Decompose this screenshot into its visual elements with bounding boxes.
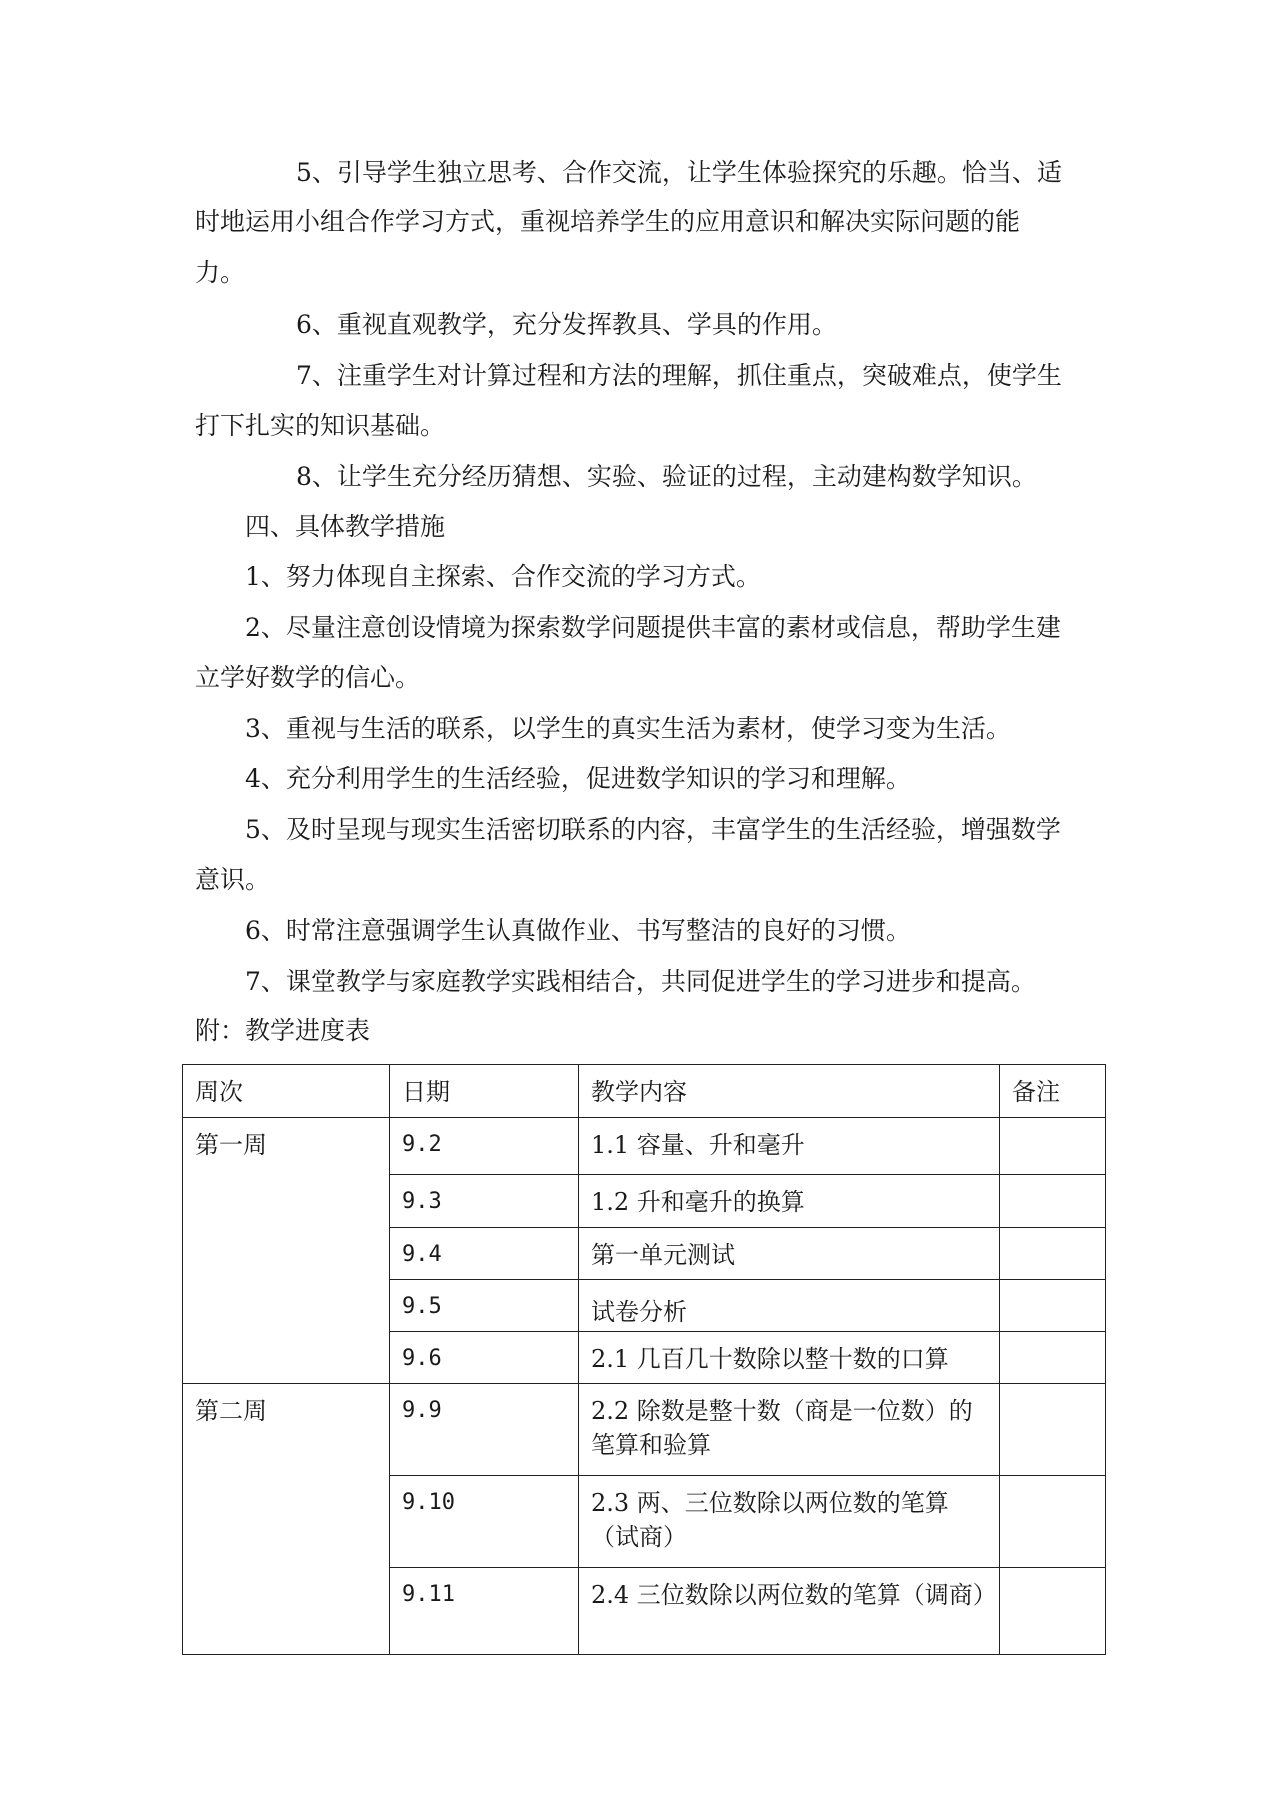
note-cell (1000, 1332, 1106, 1384)
paragraph-5-line-3: 力。 (195, 258, 246, 287)
measure-5-line-2: 意识。 (195, 865, 271, 894)
note-cell (1000, 1384, 1106, 1476)
content-cell: 试卷分析 (579, 1280, 1000, 1332)
header-note: 备注 (1000, 1065, 1106, 1118)
paragraph-7-line-1: 7、注重学生对计算过程和方法的理解，抓住重点，突破难点，使学生 (296, 361, 1062, 390)
date-cell: 9.9 (390, 1384, 579, 1476)
paragraph-7-line-2: 打下扎实的知识基础。 (195, 411, 446, 440)
content-cell: 第一单元测试 (579, 1228, 1000, 1280)
content-cell: 1.1 容量、升和毫升 (579, 1118, 1000, 1175)
paragraph-6: 6、重视直观教学，充分发挥教具、学具的作用。 (296, 310, 837, 339)
note-cell (1000, 1175, 1106, 1228)
measure-6: 6、时常注意强调学生认真做作业、书写整洁的良好的习惯。 (245, 916, 911, 945)
content-cell: 2.2 除数是整十数（商是一位数）的笔算和验算 (579, 1384, 1000, 1476)
measure-3: 3、重视与生活的联系，以学生的真实生活为素材，使学习变为生活。 (245, 714, 1011, 743)
note-cell (1000, 1118, 1106, 1175)
table-row (183, 1118, 1106, 1175)
paragraph-5-line-2: 时地运用小组合作学习方式，重视培养学生的应用意识和解决实际问题的能 (195, 207, 1021, 236)
content-cell: 1.2 升和毫升的换算 (579, 1175, 1000, 1228)
content-cell: 2.4 三位数除以两位数的笔算（调商） (579, 1568, 1000, 1655)
measure-4: 4、充分利用学生的生活经验，促进数学知识的学习和理解。 (245, 764, 911, 793)
paragraph-5-line-1: 5、引导学生独立思考、合作交流，让学生体验探究的乐趣。恰当、适 (296, 158, 1062, 187)
content-cell: 2.3 两、三位数除以两位数的笔算（试商） (579, 1476, 1000, 1568)
content-cell: 2.1 几百几十数除以整十数的口算 (579, 1332, 1000, 1384)
note-cell (1000, 1280, 1106, 1332)
note-cell (1000, 1228, 1106, 1280)
schedule-table (182, 1064, 1106, 1655)
date-cell: 9.2 (390, 1118, 579, 1175)
date-cell: 9.3 (390, 1175, 579, 1228)
measure-2-line-1: 2、尽量注意创设情境为探索数学问题提供丰富的素材或信息，帮助学生建 (245, 613, 1061, 642)
date-cell: 9.4 (390, 1228, 579, 1280)
header-week: 周次 (183, 1065, 390, 1118)
week-cell-2: 第二周 (183, 1384, 390, 1655)
date-cell: 9.5 (390, 1280, 579, 1332)
note-cell (1000, 1568, 1106, 1655)
measure-7: 7、课堂教学与家庭教学实践相结合，共同促进学生的学习进步和提高。 (245, 967, 1036, 996)
measure-5-line-1: 5、及时呈现与现实生活密切联系的内容，丰富学生的生活经验，增强数学 (245, 815, 1061, 844)
measure-2-line-2: 立学好数学的信心。 (195, 663, 421, 692)
week-cell-1: 第一周 (183, 1118, 390, 1384)
section-heading: 四、具体教学措施 (245, 512, 446, 541)
measure-1: 1、努力体现自主探索、合作交流的学习方式。 (245, 562, 761, 591)
paragraph-8: 8、让学生充分经历猜想、实验、验证的过程，主动建构数学知识。 (296, 462, 1037, 491)
table-row (183, 1384, 1106, 1476)
table-header-row (183, 1065, 1106, 1118)
appendix-title: 附：教学进度表 (195, 1016, 371, 1045)
header-date: 日期 (390, 1065, 579, 1118)
date-cell: 9.11 (390, 1568, 579, 1655)
date-cell: 9.10 (390, 1476, 579, 1568)
date-cell: 9.6 (390, 1332, 579, 1384)
note-cell (1000, 1476, 1106, 1568)
header-content: 教学内容 (579, 1065, 1000, 1118)
